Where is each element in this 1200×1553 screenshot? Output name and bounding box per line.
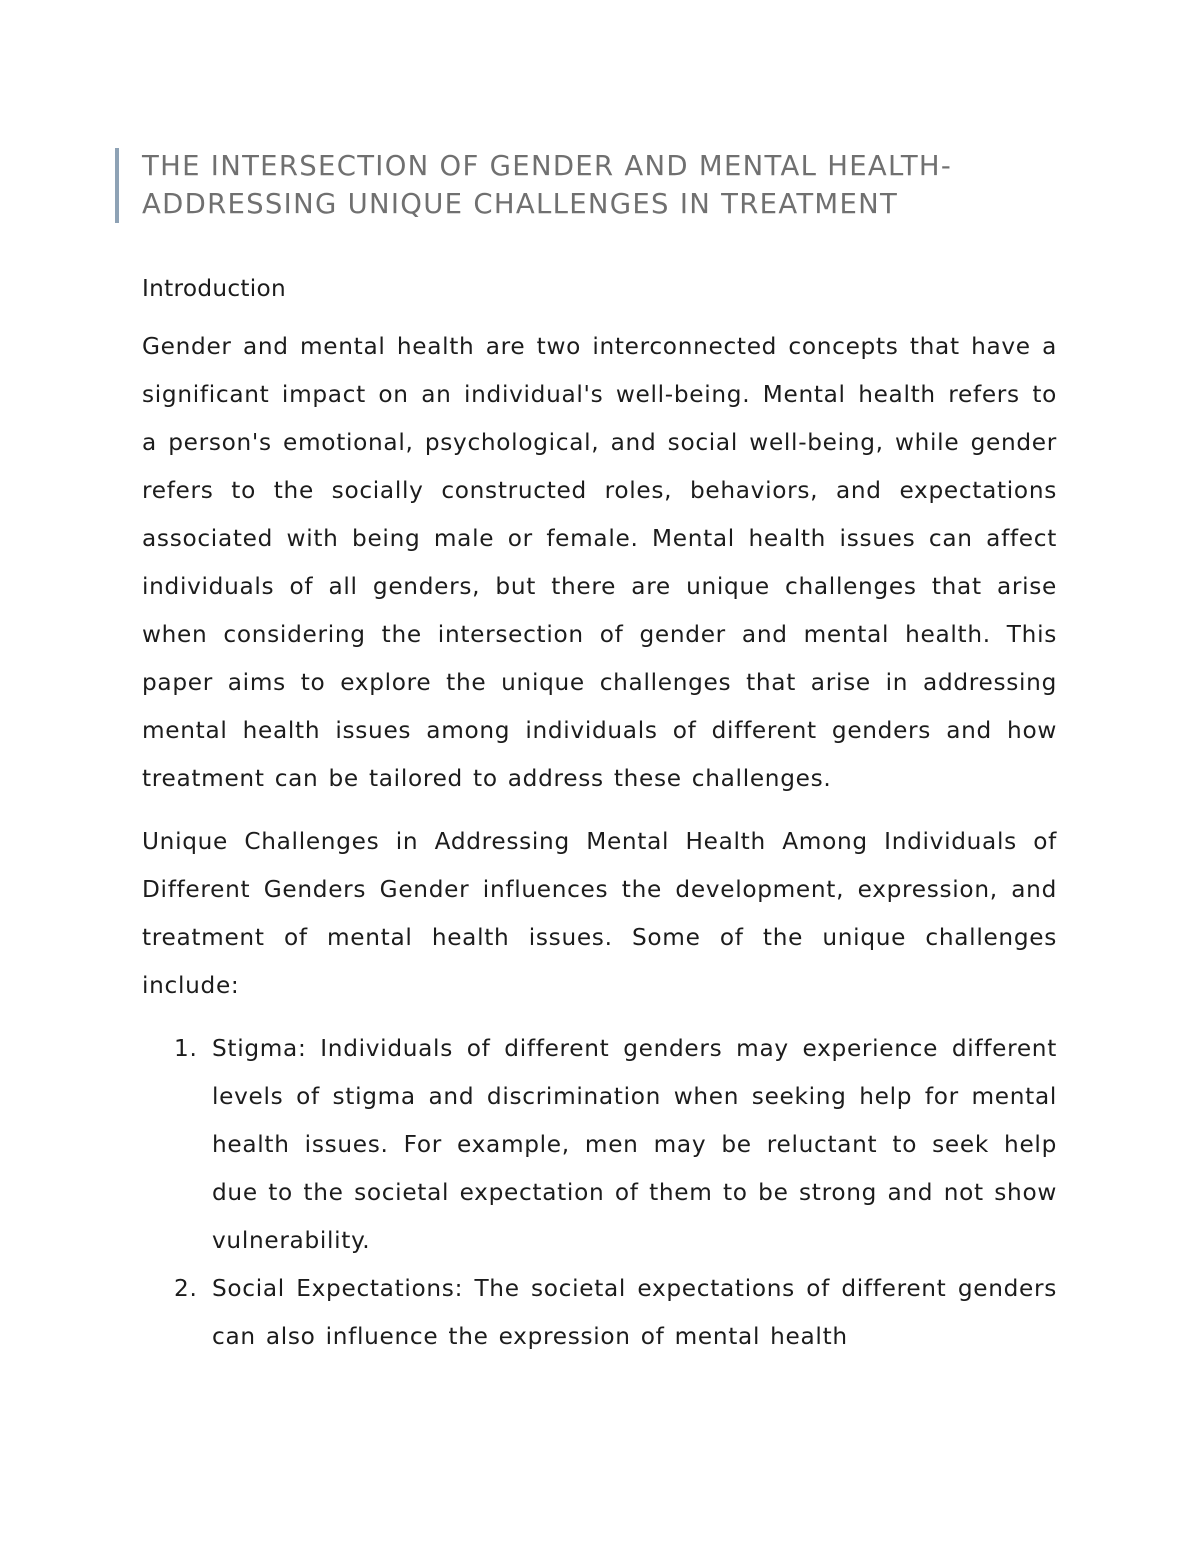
list-item-number: 2. <box>174 1275 198 1302</box>
list-item-text: Stigma: Individuals of different genders may experience different levels of stigma and discrimination when seeking help for mental health issues. For example, men may be reluctant to seek help due to the societal expectation of them to be strong and not show vulnerability. <box>212 1035 1057 1254</box>
document-body <box>142 270 1057 1361</box>
list-item-number: 1. <box>174 1035 198 1062</box>
section-heading-introduction: Introduction <box>142 275 287 302</box>
document-title <box>115 148 1102 223</box>
challenges-list <box>142 1025 1057 1361</box>
list-item <box>142 1025 1057 1265</box>
paragraph: Unique Challenges in Addressing Mental Health Among Individuals of Different Genders Gender influences the development, expression, and treatment of mental health issues. Some of the unique challenges include: <box>142 828 1057 999</box>
paragraph: Gender and mental health are two interconnected concepts that have a significant impact on an individual's well-being. Mental health refers to a person's emotional, psychological, and social well-being, while gender refers to the socially constructed roles, behaviors, and expectations associated with being male or female. Mental health issues can affect individuals of all genders, but there are unique challenges that arise when considering the intersection of gender and mental health. This paper aims to explore the unique challenges that arise in addressing mental health issues among individuals of different genders and how treatment can be tailored to address these challenges. <box>142 333 1057 792</box>
title-line-1: THE INTERSECTION OF GENDER AND MENTAL HEALTH- <box>142 150 953 182</box>
list-item <box>142 1265 1057 1361</box>
title-line-2: ADDRESSING UNIQUE CHALLENGES IN TREATMENT <box>142 188 899 220</box>
list-item-text: Social Expectations: The societal expectations of different genders can also influence the expression of mental health <box>212 1275 1057 1350</box>
